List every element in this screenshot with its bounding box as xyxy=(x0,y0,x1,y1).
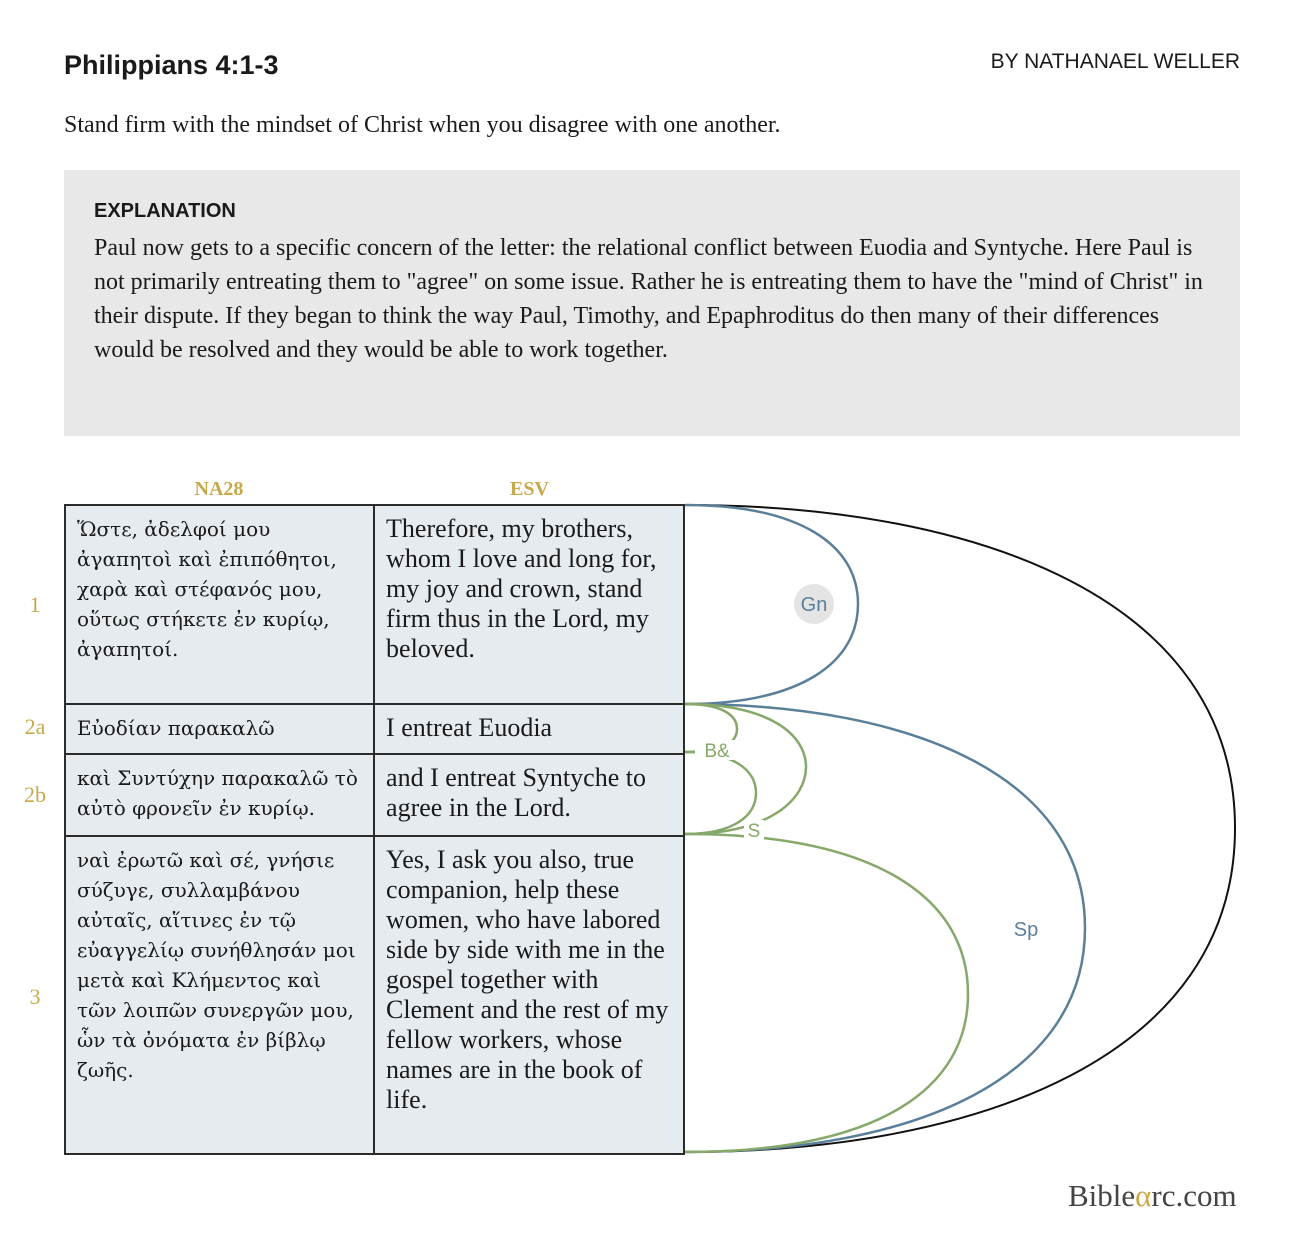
explanation-heading: EXPLANATION xyxy=(94,200,236,222)
gn-label: Gn xyxy=(800,594,828,616)
s-outer-arc xyxy=(685,834,968,1152)
biblearc-logo xyxy=(1068,1178,1237,1214)
summary-sentence: Stand firm with the mindset of Christ when you disagree with one another. xyxy=(64,112,781,138)
s-label: S xyxy=(747,821,761,842)
english-cell: Yes, I ask you also, true companion, help these women, who have labored side by side with me in the gospel together with Clement and the rest of my fellow workers, whose names are in the book of life. xyxy=(374,836,684,1154)
greek-cell: Εὐοδίαν παρακαλῶ xyxy=(65,704,374,754)
outer-arc xyxy=(685,505,1235,1152)
verse-number-1: 1 xyxy=(29,592,41,617)
brand-mark: α xyxy=(1135,1178,1152,1213)
english-cell: Therefore, my brothers, whom I love and long for, my joy and crown, stand firm thus in the Lord, my beloved. xyxy=(374,505,684,704)
english-cell: I entreat Euodia xyxy=(374,704,684,754)
greek-cell: καὶ Συντύχην παρακαλῶ τὸ αὐτὸ φρονεῖν ἐν κυρίῳ. xyxy=(65,754,374,836)
greek-column-header: NA28 xyxy=(194,478,244,500)
verse-number-3: 3 xyxy=(29,984,41,1009)
brand-prefix: Bible xyxy=(1068,1178,1136,1213)
author-byline: BY NATHANAEL WELLER xyxy=(990,50,1240,73)
english-cell: and I entreat Syntyche to agree in the Lord. xyxy=(374,754,684,836)
verse-number-2a: 2a xyxy=(24,714,46,739)
brand-suffix: rc.com xyxy=(1151,1178,1237,1213)
greek-cell: ναὶ ἐρωτῶ καὶ σέ, γνήσιε σύζυγε, συλλαμβάνου αὐταῖς, αἵτινες ἐν τῷ εὐαγγελίῳ συνήθλησάν μοι μετὰ καὶ Κλήμεντος καὶ τῶν λοιπῶν συνεργῶν μου, ὧν τὰ ὀνόματα ἐν βίβλῳ ζωῆς. xyxy=(65,836,374,1154)
english-column-header: ESV xyxy=(510,478,549,500)
greek-cell: Ὥστε, ἀδελφοί μου ἀγαπητοὶ καὶ ἐπιπόθητοι, χαρὰ καὶ στέφανός μου, οὕτως στήκετε ἐν κυρίῳ, ἀγαπητοί. xyxy=(65,505,374,704)
verse-number-2b: 2b xyxy=(24,782,46,807)
page-title: Philippians 4:1-3 xyxy=(64,50,279,80)
b-and-label: B& xyxy=(704,741,730,762)
explanation-text: Paul now gets to a specific concern of the letter: the relational conflict between Euodia and Syntyche. Here Paul is not primarily entreating them to "agree" on some issue. Rather he is entreating them to have the "mind of Christ" in their dispute. If they began to think the way Paul, Timothy, and Epaphroditus do then many of their differences would be resolved and they would be able to work together. xyxy=(94,235,1203,363)
sp-label: Sp xyxy=(1013,919,1039,941)
